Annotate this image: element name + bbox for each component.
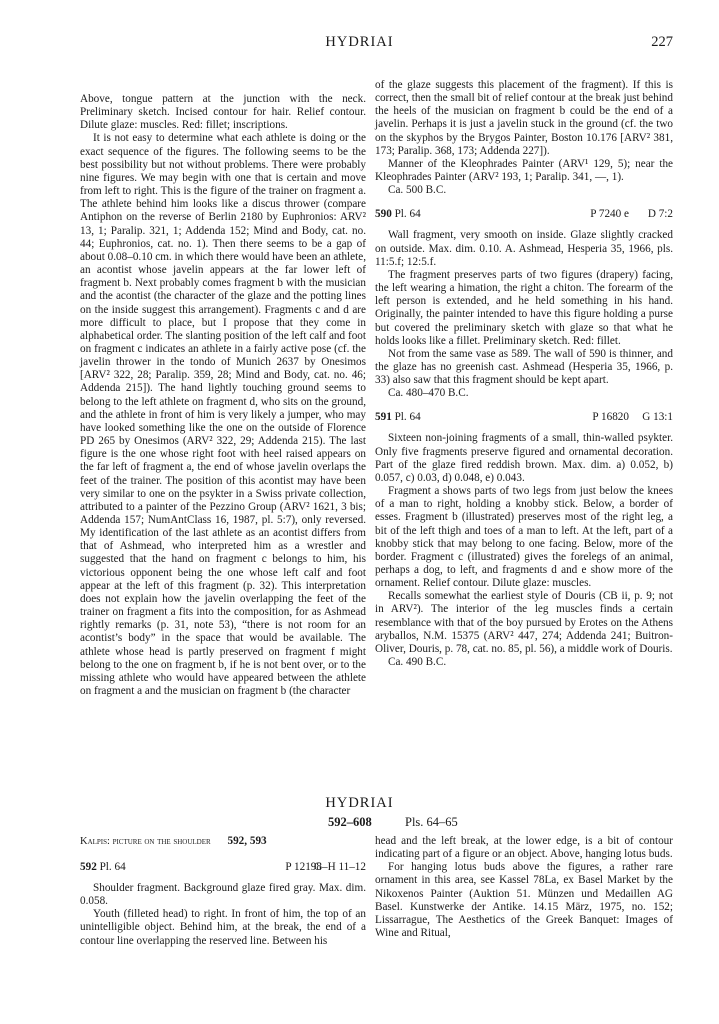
running-title: HYDRIAI	[325, 34, 394, 50]
plate-reference: Pl. 64	[394, 208, 421, 221]
inventory-number: P 16820	[592, 411, 629, 424]
inventory-number: P 12198	[285, 861, 322, 873]
left-column	[80, 93, 366, 698]
paragraph: Shoulder fragment. Background glaze fired gray. Max. dim. 0.058.	[80, 882, 366, 908]
paragraph: It is not easy to determine what each athlete is doing or the exact sequence of the figures. The following seems to be the best possibility but not without problems. There were probably nine figures. We may begin with one that is certain and move from left to right. This is the figure of the trainer on fragment a. The athlete behind him looks like a discus thrower (compare Antiphon on the reverse of Berlin 2180 by Euphronios: ARV² 13, 1; Paralip. 321, 1; Addenda 152; Mind and Body, cat. no. 44; Euphronios, cat. no. 1). Then there seems to be a gap of about 0.08–0.10 cm. in which there would have been an athlete, an acontist whose javelin appears at the far lower left of fragment b. Next probably comes fragment b with the musician and the acontist (the character of the glaze and the potting lines on the inside suggest this arrangement). Fragments c and d are more difficult to place, but I propose that they come in alphabetical order. The slanting position of the left calf and foot on fragment c indicates an athlete in a fairly active pose (cf. the javelin thrower in the tondo of Munich 2637 by Onesimos [ARV² 322, 28; Paralip. 359, 28; Mind and Body, cat. no. 46; Addenda 215]). The hand lightly touching ground seems to belong to the left athlete on fragment d, who sits on the ground, and the athlete in front of him is very likely a jumper, who may have looked something like the one on the outside of Florence PD 265 by Onesimos (ARV² 322, 29; Addenda 215). The last figure is the one whose right foot with heel raised appears on the far left of fragment a, the end of whose javelin overlaps the feet of the trainer. The position of this acontist may have been very similar to one on the psykter in a Swiss private collection, attributed to a painter of the Pezzino Group (ARV² 1621, 3 bis; Addenda 157; NumAntClass 16, 1987, pl. 5:7), only reversed. My identification of the last athlete as an acontist differs from that of Ashmead, who interpreted him as a wrestler and suggested that the hand on fragment c belongs to him, his victorious opponent being the one whose left calf and foot appear at the left of this fragment (p. 32). This interpretation does not explain how the javelin overlapping the feet of the trainer on fragment a fits into the composition, for as Ashmead rightly remarks (p. 31, note 53), “there is not room for an acontist’s body” in the space that would be available. The athlete whose head is partly preserved on fragment f might belong to the one on fragment b, if he is not bent over, or to the missing athlete who would have appeared between the athlete on fragment a and the musician on fragment b (the character	[80, 132, 366, 698]
catalogue-entry-header	[80, 861, 366, 875]
plates-range: Pls. 64–65	[405, 815, 458, 829]
entry-number: 590	[375, 208, 392, 221]
date-line: Ca. 490 B.C.	[388, 656, 447, 669]
subsection-label: Kalpis: picture on the shoulder	[80, 836, 211, 847]
date-line: Ca. 500 B.C.	[388, 184, 447, 197]
plate-reference: Pl. 64	[99, 861, 126, 873]
catalogue-entry-header	[375, 411, 673, 425]
paragraph: Manner of the Kleophrades Painter (ARV¹ 129, 5); near the Kleophrades Painter (ARV² 193, 1; Paralip. 341, —, 1).	[375, 157, 673, 184]
right-column-bottom	[375, 835, 673, 940]
subsection-heading	[80, 835, 366, 851]
subsection-range: 592, 593	[227, 835, 267, 847]
paragraph: For hanging lotus buds above the figures, a rather rare ornament in this area, see Kassel 78La, ex Basel Market by the Nikoxenos Painter (Auktion 51. Münzen und Medaillen AG Basel. Kunstwerke der Antike. 14.15 März, 1975, no. 152; Lissarrague, The Aesthetics of the Greek Banquet: Images of Wine and Ritual,	[375, 861, 673, 940]
entry-number: 591	[375, 411, 392, 424]
left-column-bottom	[80, 835, 366, 948]
paragraph: Wall fragment, very smooth on inside. Glaze slightly cracked on outside. Max. dim. 0.10. A. Ashmead, Hesperia 35, 1966, pls. 11:5.f; 12:5.f.	[375, 229, 673, 268]
paragraph: Not from the same vase as 589. The wall of 590 is thinner, and the glaze has no greenish cast. Ashmead (Hesperia 35, 1966, p. 33) also saw that this fragment should be kept apart.	[375, 347, 673, 387]
catalogue-range: 592–608	[328, 815, 372, 829]
paragraph: head and the left break, at the lower edge, is a bit of contour indicating part of a figure or an object. Above, hanging lotus buds.	[375, 835, 673, 861]
section-title: HYDRIAI	[325, 795, 394, 811]
paragraph: Recalls somewhat the earliest style of Douris (CB ii, p. 9; not in ARV²). The interior of the leg muscles finds a certain resemblance with that of the boy pursued by Erotes on the Athens aryballos, N.M. 15375 (ARV² 447, 274; Addenda 241; Buitron-Oliver, Douris, p. 78, cat. no. 85, pl. 56), a middle work of Douris.	[375, 590, 673, 655]
deposit-location: G 13:1	[642, 411, 673, 424]
paragraph: of the glaze suggests this placement of the fragment). If this is correct, then the small bit of relief contour at the break just behind the heels of the musician on fragment b could be the end of a javelin. Perhaps it is just a javelin stuck in the ground (cf. the two on the skyphos by the Brygos Painter, Boston 10.176 [ARV² 381, 173; Paralip. 368, 173; Addenda 227]).	[375, 79, 673, 157]
plate-reference: Pl. 64	[394, 411, 421, 424]
paragraph: The fragment preserves parts of two figures (drapery) facing, the left wearing a himation, the right a chiton. The forearm of the left person is extended, and he held something in his hand. Originally, the painter intended to have this figure holding a purse but covered the preliminary sketch with glaze so that what he holds looks like a fillet. Preliminary sketch. Red: fillet.	[375, 268, 673, 347]
page-number: 227	[651, 34, 673, 50]
paragraph: Fragment a shows parts of two legs from just below the knees of a man to right, holding a knobby stick. Below, a border of esses. Fragment b (illustrated) preserves most of the right leg, a bit of the left thigh and toes of a man to left. At the left, part of a knobby stick that may belong to one facing. Below, more of the border. Fragment c (illustrated) gives the forelegs of an animal, perhaps a dog, to left, and fragments d and e show more of the ornament. Relief contour. Dilute glaze: muscles.	[375, 485, 673, 590]
inventory-number: P 7240 e	[590, 208, 629, 221]
running-header	[0, 34, 719, 54]
deposit-location: D 7:2	[647, 208, 673, 221]
right-column	[375, 79, 673, 669]
paragraph: Youth (filleted head) to right. In front of him, the top of an unintelligible object. Behind him, at the break, the end of a contour line overlapping the reserved line. Between his	[80, 908, 366, 947]
date-line: Ca. 480–470 B.C.	[388, 387, 469, 400]
paragraph: Sixteen non-joining fragments of a small, thin-walled psykter. Only five fragments preserve figured and ornamental decoration. Part of the glaze fired reddish brown. Max. dim. a) 0.052, b) 0.057, c) 0.03, d) 0.048, e) 0.043.	[375, 432, 673, 484]
entry-number: 592	[80, 861, 97, 873]
catalogue-entry-header	[375, 208, 673, 222]
deposit-location: G–H 11–12	[313, 861, 366, 873]
paragraph: Above, tongue pattern at the junction with the neck. Preliminary sketch. Incised contour for hair. Relief contour. Dilute glaze: muscles. Red: fillet; inscriptions.	[80, 93, 366, 132]
